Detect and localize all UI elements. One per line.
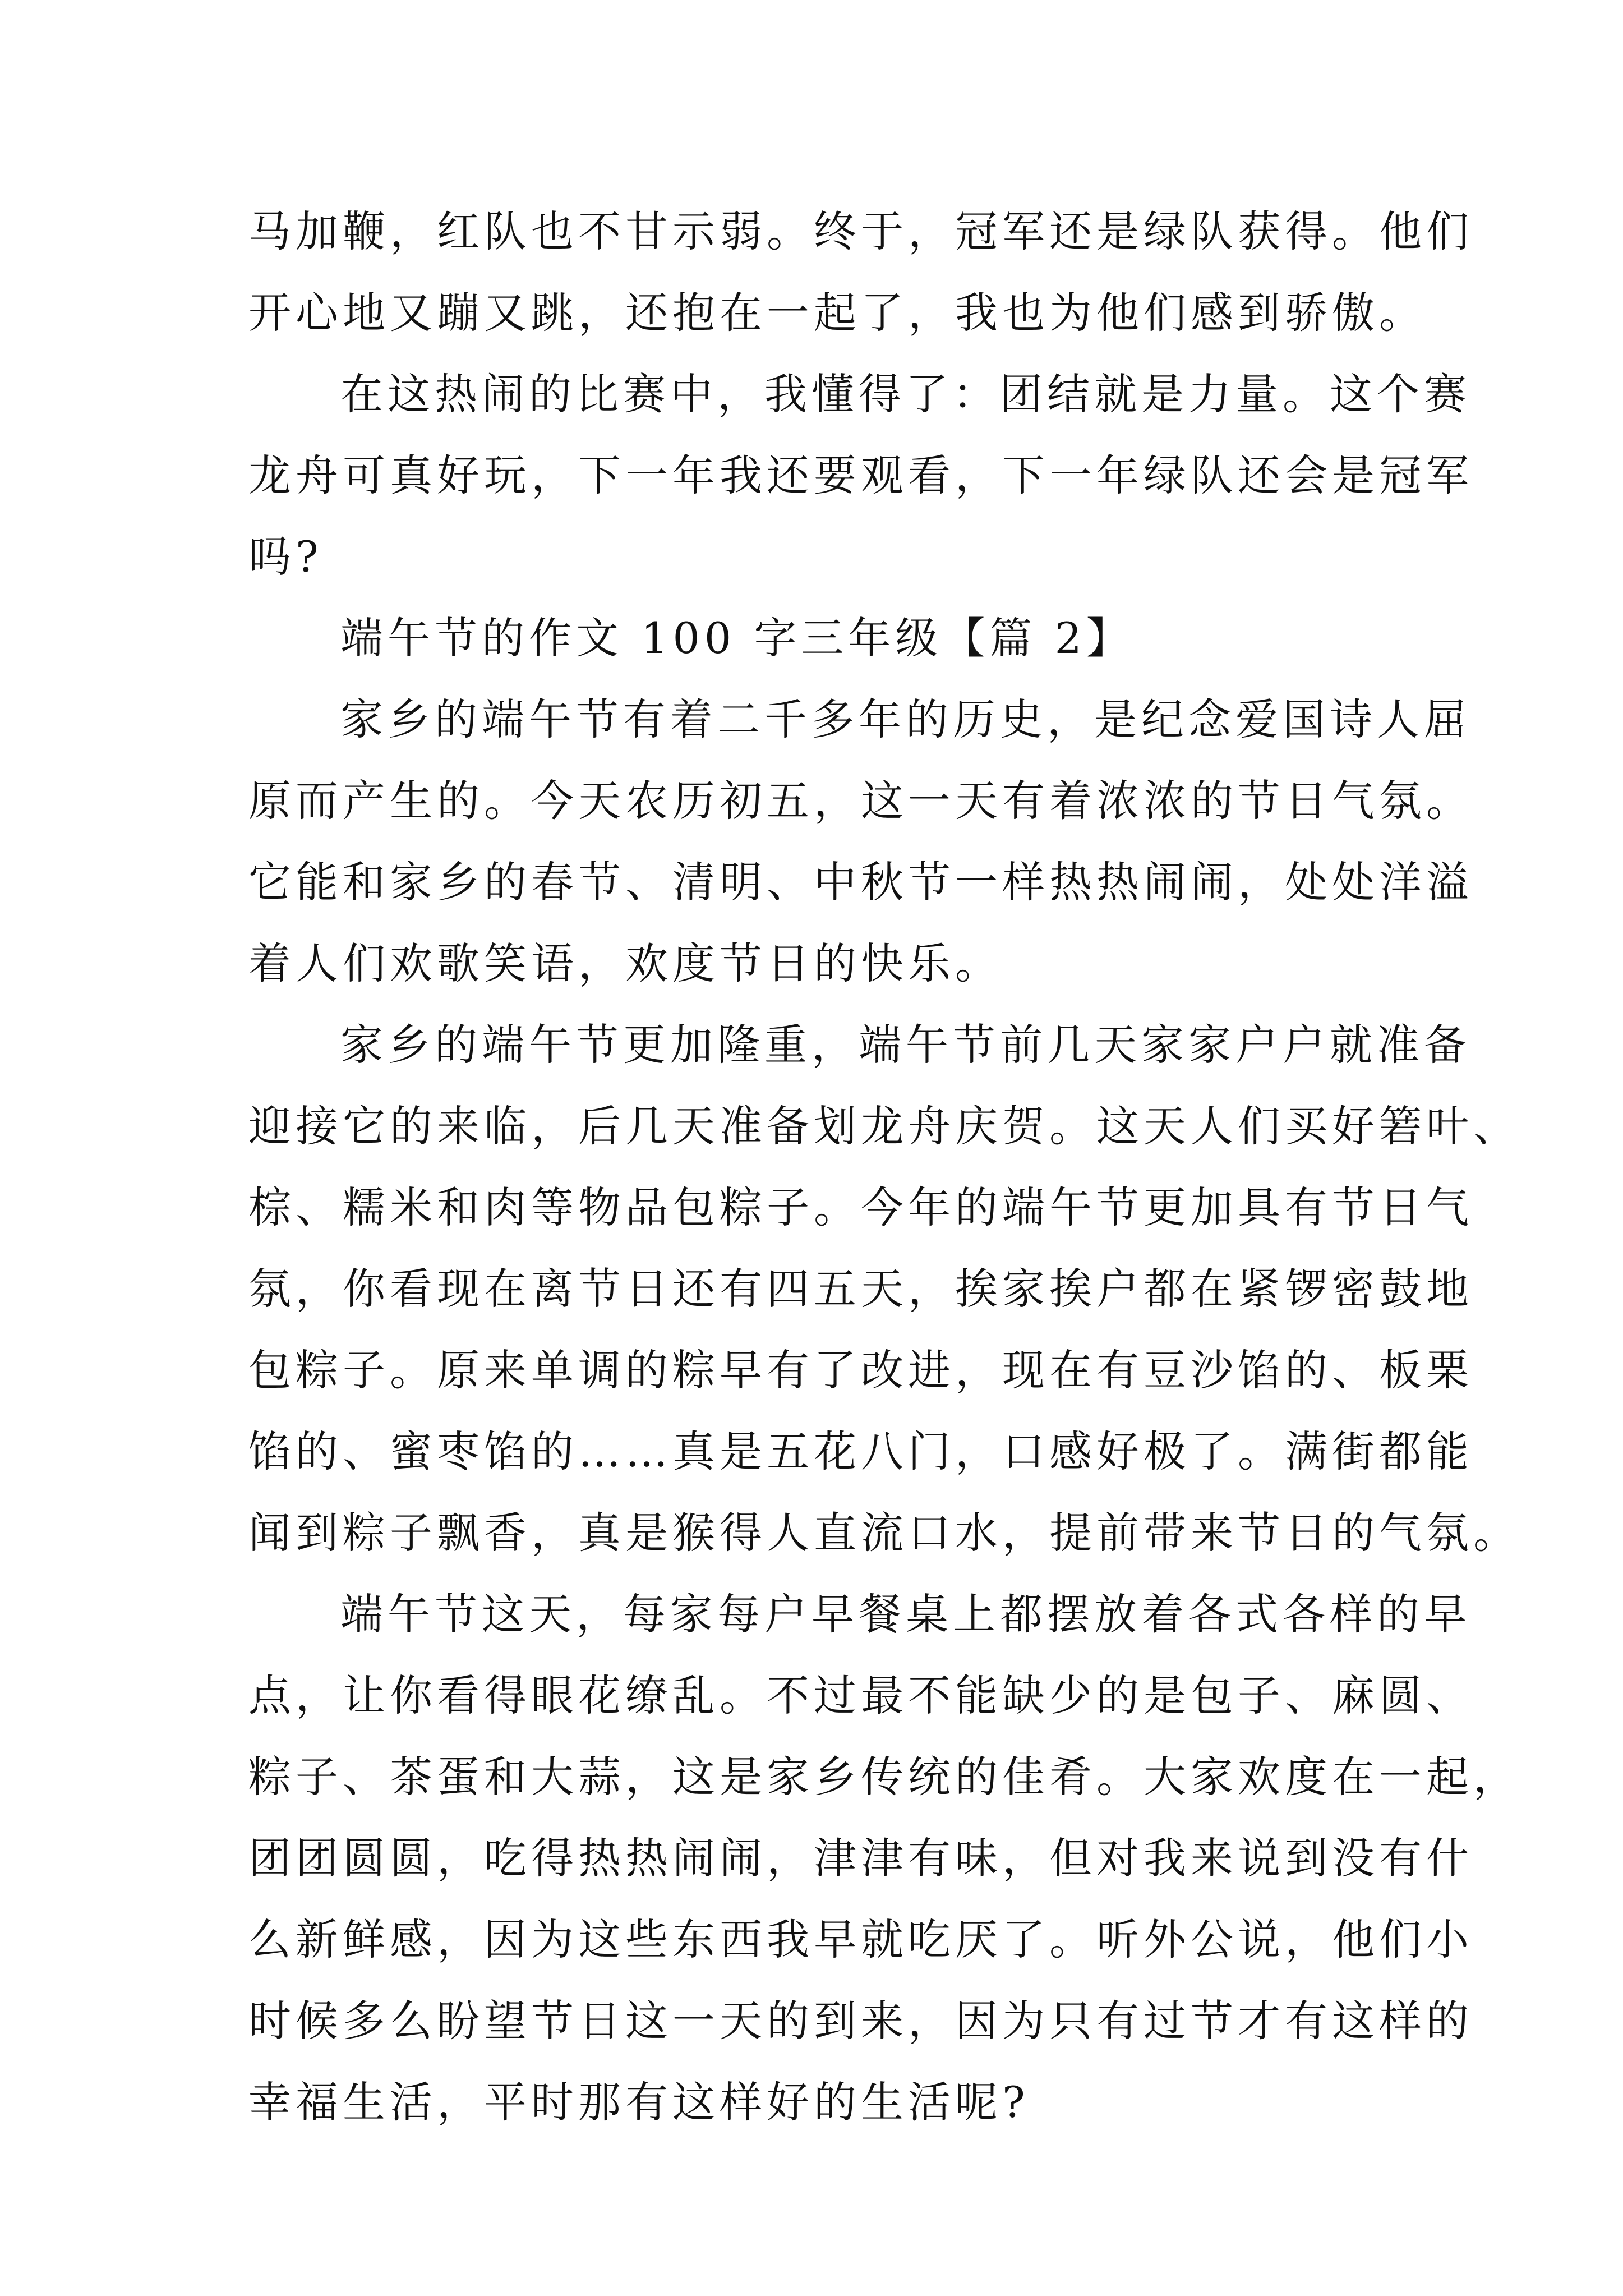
text-line: 马加鞭，红队也不甘示弱。终于，冠军还是绿队获得。他们 [248, 206, 1473, 256]
section-heading: 端午节的作文 100 字三年级【篇 2】 [340, 613, 1133, 663]
text-line: 棕、糯米和肉等物品包粽子。今年的端午节更加具有节日气 [248, 1182, 1473, 1232]
paragraph-start-line: 端午节这天，每家每户早餐桌上都摆放着各式各样的早 [340, 1589, 1471, 1639]
paragraph-start-line: 家乡的端午节更加隆重，端午节前几天家家户户就准备 [340, 1020, 1471, 1070]
text-line: 粽子、茶蛋和大蒜，这是家乡传统的佳肴。大家欢度在一起， [248, 1752, 1520, 1802]
document-body [248, 191, 1520, 2143]
text-line: 着人们欢歌笑语，欢度节日的快乐。 [248, 938, 1002, 988]
text-line: 幸福生活，平时那有这样好的生活呢? [248, 2077, 1030, 2127]
text-line: 点，让你看得眼花缭乱。不过最不能缺少的是包子、麻圆、 [248, 1671, 1473, 1720]
paragraph-start-line: 家乡的端午节有着二千多年的历史，是纪念爱国诗人屈 [340, 694, 1471, 744]
text-line: 龙舟可真好玩，下一年我还要观看，下一年绿队还会是冠军 [248, 450, 1473, 500]
paragraph-start-line: 在这热闹的比赛中，我懂得了：团结就是力量。这个赛 [340, 369, 1471, 419]
text-line: 它能和家乡的春节、清明、中秋节一样热热闹闹，处处洋溢 [248, 857, 1473, 907]
text-line: 团团圆圆，吃得热热闹闹，津津有味，但对我来说到没有什 [248, 1833, 1473, 1883]
text-line: 吗? [248, 532, 323, 582]
text-line: 氛，你看现在离节日还有四五天，挨家挨户都在紧锣密鼓地 [248, 1264, 1473, 1314]
text-line: 迎接它的来临，后几天准备划龙舟庆贺。这天人们买好箬叶、 [248, 1101, 1520, 1151]
text-line: 时候多么盼望节日这一天的到来，因为只有过节才有这样的 [248, 1996, 1473, 2046]
text-line: 馅的、蜜枣馅的……真是五花八门，口感好极了。满街都能 [248, 1427, 1473, 1476]
text-line: 包粽子。原来单调的粽早有了改进，现在有豆沙馅的、板栗 [248, 1345, 1473, 1395]
text-line: 开心地又蹦又跳，还抱在一起了，我也为他们感到骄傲。 [248, 288, 1426, 338]
text-line: 闻到粽子飘香，真是猴得人直流口水，提前带来节日的气氛。 [248, 1508, 1520, 1558]
text-line: 么新鲜感，因为这些东西我早就吃厌了。听外公说，他们小 [248, 1915, 1473, 1964]
text-line: 原而产生的。今天农历初五，这一天有着浓浓的节日气氛。 [248, 776, 1473, 826]
